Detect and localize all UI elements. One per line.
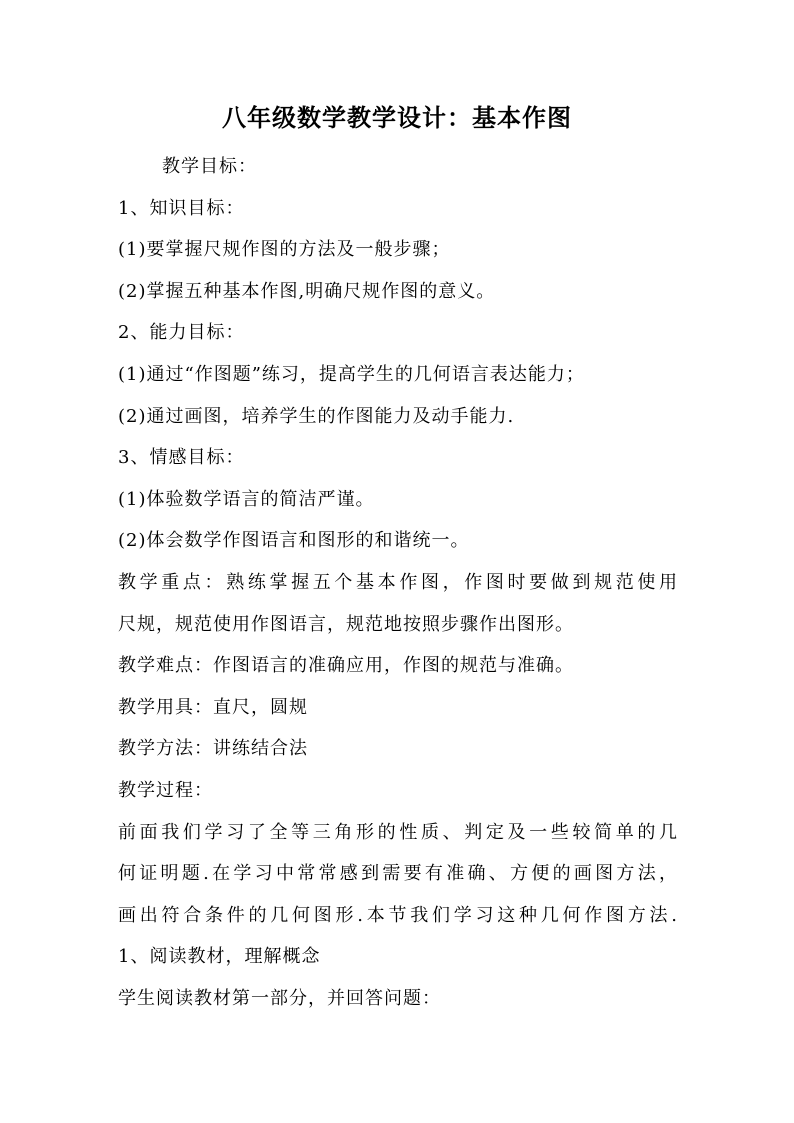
- intro-paragraph-line-3: 画出符合条件的几何图形.本节我们学习这种几何作图方法.: [118, 904, 678, 926]
- objective-emotion-heading: 3、情感目标：: [118, 447, 245, 469]
- document-body: [118, 146, 678, 1019]
- ability-item-2: (2)通过画图，培养学生的作图能力及动手能力.: [118, 405, 515, 427]
- intro-paragraph-line-2: 何证明题.在学习中常常感到需要有准确、方便的画图方法，: [118, 863, 678, 885]
- objective-knowledge-heading: 1、知识目标：: [118, 197, 245, 219]
- document-title: 八年级数学教学设计：基本作图: [222, 103, 572, 132]
- key-points-line-1: 教学重点：熟练掌握五个基本作图，作图时要做到规范使用: [118, 571, 678, 593]
- knowledge-item-1: (1)要掌握尺规作图的方法及一般步骤；: [118, 239, 451, 261]
- emotion-item-2: (2)体会数学作图语言和图形的和谐统一。: [118, 530, 470, 552]
- step-1-heading: 1、阅读教材，理解概念: [118, 946, 321, 968]
- objective-ability-heading: 2、能力目标：: [118, 322, 245, 344]
- teaching-method: 教学方法：讲练结合法: [118, 738, 308, 760]
- ability-item-1: (1)通过“作图题”练习，提高学生的几何语言表达能力；: [118, 363, 585, 385]
- difficult-points: 教学难点：作图语言的准确应用，作图的规范与准确。: [118, 655, 574, 677]
- teaching-tools: 教学用具：直尺，圆规: [118, 696, 308, 718]
- emotion-item-1: (1)体验数学语言的简洁严谨。: [118, 488, 375, 510]
- section-heading-objectives: 教学目标：: [162, 156, 257, 177]
- teaching-process-heading: 教学过程：: [118, 779, 213, 801]
- intro-paragraph-line-1: 前面我们学习了全等三角形的性质、判定及一些较简单的几: [118, 821, 678, 843]
- knowledge-item-2: (2)掌握五种基本作图,明确尺规作图的意义。: [118, 280, 496, 302]
- step-1-instruction: 学生阅读教材第一部分，并回答问题：: [118, 987, 441, 1009]
- key-points-line-2: 尺规，规范使用作图语言，规范地按照步骤作出图形。: [118, 613, 574, 635]
